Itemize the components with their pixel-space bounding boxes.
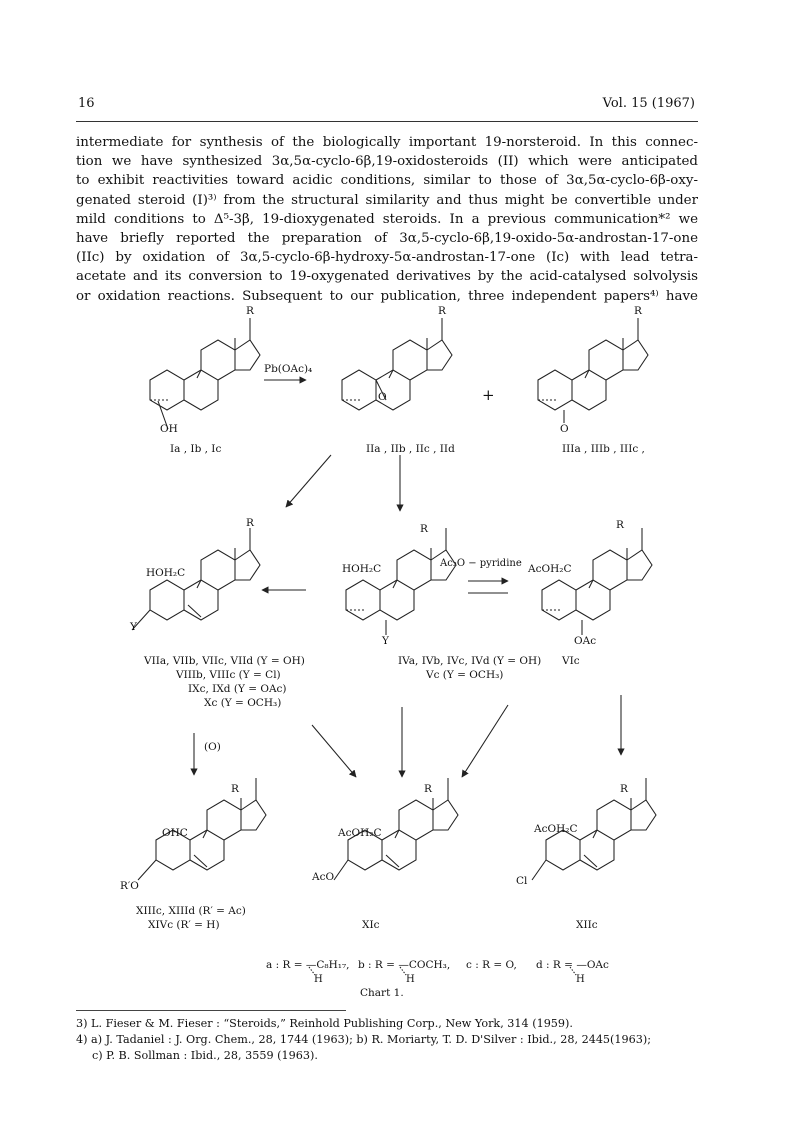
reagent-label: Pb(OAc)₄ xyxy=(264,363,313,375)
compound-label: XIIIc, XIIId (R′ = Ac) xyxy=(136,905,246,917)
ketone-label: O xyxy=(560,423,569,435)
body-paragraph xyxy=(76,133,698,306)
footnote-4-continued: c) P. B. Sollman : Ibid., 28, 3559 (1963). xyxy=(92,1049,318,1062)
acetoxymethyl-label: AcOH₂C xyxy=(528,563,572,575)
oxide-label: O xyxy=(378,391,387,403)
chloro-label: Cl xyxy=(516,875,528,887)
compound-label: IIIa , IIIb , IIIc , xyxy=(562,443,645,455)
acetoxymethyl-label: AcOH₂C xyxy=(338,827,382,839)
body-line: to exhibit reactivities toward acidic conditions, similar to those of 3α,5α-cyclo-6β-oxy- xyxy=(76,173,698,189)
r-substituent: R xyxy=(438,305,446,317)
steroid-I-structure xyxy=(150,318,260,410)
legend-hydrogen: H xyxy=(314,974,323,985)
page-number: 16 xyxy=(78,96,95,111)
footnote-rule xyxy=(76,1010,346,1011)
hydroxymethyl-label: HOH₂C xyxy=(342,563,382,575)
compound-label: Ia , Ib , Ic xyxy=(170,443,222,455)
compound-label: XIIc xyxy=(576,919,598,931)
double-bond xyxy=(584,855,597,867)
r-substituent: R xyxy=(620,783,628,795)
acetoxy-label: AcO xyxy=(312,871,335,883)
legend-b: b : R = —COCH₃, xyxy=(358,959,451,971)
body-line: acetate and its conversion to 19-oxygenated derivatives by the acid-catalysed solvolysis xyxy=(76,269,698,285)
acetoxy-bond xyxy=(334,860,348,880)
arrow-VII-to-XI xyxy=(312,725,356,777)
double-bond xyxy=(386,855,399,867)
body-line: tion we have synthesized 3α,5α-cyclo-6β,19-oxidosteroids (II) which were anticipated xyxy=(76,154,698,170)
footnote-3: 3) L. Fieser & M. Fieser : “Steroids,” Reinhold Publishing Corp., New York, 314 (1959). xyxy=(76,1017,573,1030)
header-rule xyxy=(76,121,698,122)
steroid-XI-structure xyxy=(348,778,458,870)
hydroxymethyl-label: HOH₂C xyxy=(146,567,186,579)
compound-label: Xc (Y = OCH₃) xyxy=(204,697,282,709)
acetoxymethyl-label: AcOH₂C xyxy=(534,823,578,835)
chloro-bond xyxy=(532,860,546,880)
footnotes xyxy=(76,1016,716,1064)
legend-d: d : R = —OAc xyxy=(536,959,609,971)
body-line: or oxidation reactions. Subsequent to our publication, three independent papers⁴⁾ have xyxy=(76,288,698,304)
ester-label: R′O xyxy=(120,880,139,892)
compound-label: VIIIb, VIIIc (Y = Cl) xyxy=(176,669,281,681)
formyl-label: OHC xyxy=(162,827,188,839)
legend-hydrogen: H xyxy=(406,974,415,985)
chart-caption: Chart 1. xyxy=(360,987,404,999)
compound-label: IVa, IVb, IVc, IVd (Y = OH) xyxy=(398,655,542,667)
r-substituent: R xyxy=(634,305,642,317)
reaction-chart xyxy=(76,305,716,1005)
acetoxy-label: OAc xyxy=(574,635,597,647)
compound-label: VIIa, VIIb, VIIc, VIId (Y = OH) xyxy=(144,655,305,667)
arrow-VIc-to-XI xyxy=(462,705,508,777)
y-label: Y xyxy=(130,621,137,633)
double-bond xyxy=(194,855,207,867)
footnote-4: 4) a) J. Tadaniel : J. Org. Chem., 28, 1744 (1963); b) R. Moriarty, T. D. D'Silver : Ibid., 28, 2445(1963); xyxy=(76,1033,652,1046)
compound-label: IIa , IIb , IIc , IId xyxy=(366,443,455,455)
r-substituent: R xyxy=(424,783,432,795)
r-substituent: R xyxy=(246,305,254,317)
r-substituent: R xyxy=(420,523,428,535)
compound-label: XIc xyxy=(362,919,380,931)
body-line: (IIc) by oxidation of 3α,5-cyclo-6β-hydroxy-5α-androstan-17-one (Ic) with lead tetra- xyxy=(76,250,698,266)
legend-hydrogen: H xyxy=(576,974,585,985)
compound-label: XIVc (R′ = H) xyxy=(148,919,220,931)
steroid-XIII-structure xyxy=(156,778,266,870)
ester-bond xyxy=(138,860,156,880)
steroid-II-structure xyxy=(342,318,452,410)
arrow-II-to-VII xyxy=(286,455,331,507)
reagent-label: Ac₂O − pyridine xyxy=(440,558,522,569)
compound-label: VIc xyxy=(562,655,580,667)
volume-label: Vol. 15 (1967) xyxy=(602,96,695,111)
body-line: genated steroid (I)³⁾ from the structural similarity and thus might be convertible under xyxy=(76,192,698,208)
body-line: have briefly reported the preparation of 3α,5-cyclo-6β,19-oxido-5α-androstan-17-one xyxy=(76,231,698,247)
double-bond xyxy=(188,605,201,617)
r-substituent: R xyxy=(246,517,254,529)
hydroxyl-label: OH xyxy=(160,423,178,435)
body-line: mild conditions to Δ⁵-3β, 19-dioxygenated steroids. In a previous communication*² we xyxy=(76,211,698,227)
compound-label: IXc, IXd (Y = OAc) xyxy=(188,683,287,695)
legend-a: a : R = —C₈H₁₇, xyxy=(266,959,350,971)
body-line: intermediate for synthesis of the biologically important 19-norsteroid. In this connec- xyxy=(76,135,698,150)
plus-sign: + xyxy=(482,386,495,404)
steroid-III-structure xyxy=(538,318,648,410)
legend-c: c : R = O, xyxy=(466,959,517,971)
reagent-label: (O) xyxy=(204,741,221,753)
compound-label: Vc (Y = OCH₃) xyxy=(426,669,504,681)
r-substituent: R xyxy=(231,783,239,795)
y-label: Y xyxy=(382,635,389,647)
r-substituent: R xyxy=(616,519,624,531)
